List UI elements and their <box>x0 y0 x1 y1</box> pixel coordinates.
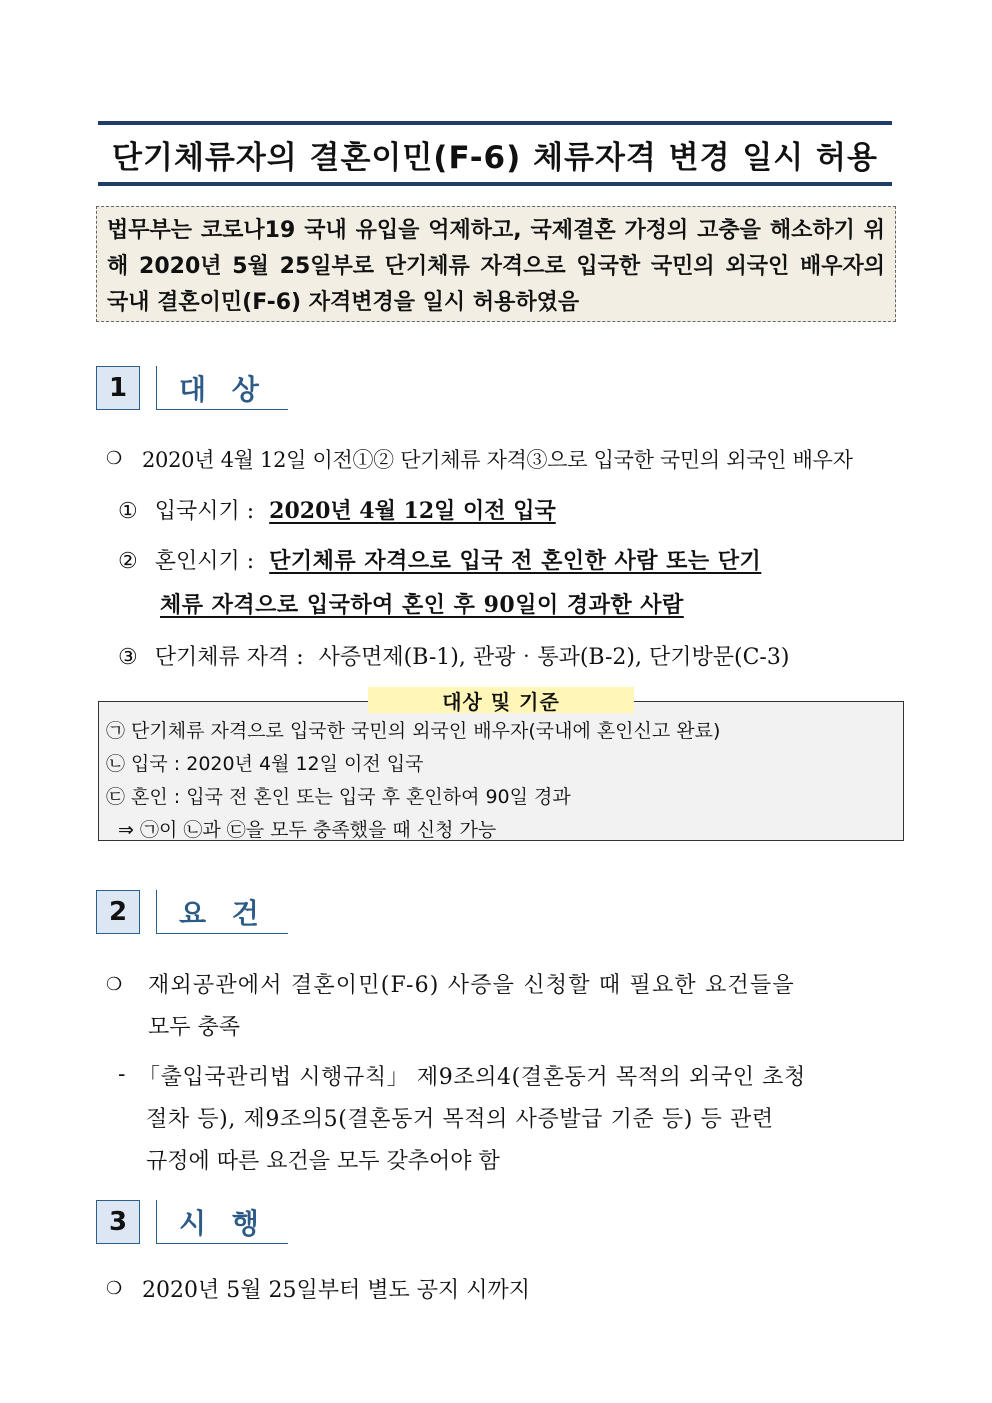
item-2-continuation <box>160 588 684 619</box>
bullet-icon: ❍ <box>106 448 123 469</box>
section-2-title: 요 건 <box>156 890 288 934</box>
item-3-label: 단기체류 자격 : <box>154 645 304 670</box>
item-1-marker: ① <box>118 499 138 524</box>
section-2-sub-1: 「출입국관리법 시행규칙」 제9조의4(결혼동거 목적의 외국인 초청 <box>138 1065 806 1090</box>
page-title: 단기체류자의 결혼이민(F-6) 체류자격 변경 일시 허용 <box>112 139 878 176</box>
title-bottom-rule <box>98 182 892 186</box>
section-2-line-2: 모두 충족 <box>148 1015 241 1040</box>
item-1 <box>118 494 556 525</box>
item-3-value: 사증면제(B-1), 관광‧통과(B-2), 단기방문(C-3) <box>318 645 790 670</box>
item-2-value: 단기체류 자격으로 입국 전 혼인한 사람 또는 단기 <box>269 548 762 574</box>
summary-box: 법무부는 코로나19 국내 유입을 억제하고, 국제결혼 가정의 고충을 해소하기 위해 2020년 5월 25일부로 단기체류 자격으로 입국한 국민의 외국인 배우자의 국내 결혼이민(F-6) 자격변경을 일시 허용하였음 <box>96 206 896 322</box>
section-2-sub-3: 규정에 따른 요건을 모두 갖추어야 함 <box>146 1149 500 1174</box>
criteria-line-3: ㉢ 혼인 : 입국 전 혼인 또는 입국 후 혼인하여 90일 경과 <box>106 786 571 808</box>
section-3-number: 3 <box>96 1200 140 1244</box>
item-3-marker: ③ <box>118 645 138 670</box>
section-2-number: 2 <box>96 890 140 934</box>
item-1-value: 2020년 4월 12일 이전 입국 <box>269 498 556 524</box>
section-2-line-1: 재외공관에서 결혼이민(F-6) 사증을 신청할 때 필요한 요건들을 <box>148 973 795 998</box>
bullet-icon: ❍ <box>106 1278 123 1299</box>
item-2 <box>118 544 761 575</box>
criteria-line-4: ⇒ ㉠이 ㉡과 ㉢을 모두 충족했을 때 신청 가능 <box>118 819 497 841</box>
title-top-rule <box>98 121 892 125</box>
section-1-title: 대 상 <box>156 366 288 410</box>
criteria-line-1: ㉠ 단기체류 자격으로 입국한 국민의 외국인 배우자(국내에 혼인신고 완료) <box>106 720 721 742</box>
item-1-label: 입국시기 : <box>154 499 255 524</box>
dash-marker: - <box>118 1062 126 1087</box>
item-2-value-cont: 체류 자격으로 입국하여 혼인 후 90일이 경과한 사람 <box>160 592 684 618</box>
section-1-main-line: 2020년 4월 12일 이전①② 단기체류 자격③으로 입국한 국민의 외국인 배우자 <box>142 448 853 472</box>
bullet-icon: ❍ <box>106 974 123 995</box>
criteria-line-2: ㉡ 입국 : 2020년 4월 12일 이전 입국 <box>106 753 424 775</box>
section-1-number: 1 <box>96 366 140 410</box>
item-2-marker: ② <box>118 549 138 574</box>
section-2-sub-2: 절차 등), 제9조의5(결혼동거 목적의 사증발급 기준 등) 등 관련 <box>146 1107 774 1132</box>
item-2-label: 혼인시기 : <box>154 549 255 574</box>
criteria-label: 대상 및 기준 <box>368 687 634 713</box>
section-3-title: 시 행 <box>156 1200 288 1244</box>
item-3 <box>118 640 789 671</box>
section-3-line: 2020년 5월 25일부터 별도 공지 시까지 <box>142 1278 530 1303</box>
